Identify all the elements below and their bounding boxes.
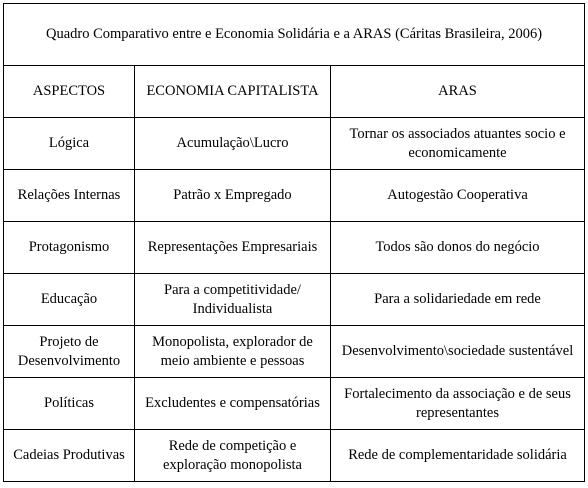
title-row [4,4,585,66]
aspect-cell: Relações Internas [4,170,135,222]
capitalist-cell: Para a competitividade/ Individualista [135,274,331,326]
table-title: Quadro Comparativo entre e Economia Solidária e a ARAS (Cáritas Brasileira, 2006) [4,4,585,66]
aspect-cell: Cadeias Produtivas [4,430,135,482]
table-row [4,430,585,482]
aspect-cell: Projeto de Desenvolvimento [4,326,135,378]
capitalist-cell: Patrão x Empregado [135,170,331,222]
header-economia-capitalista: ECONOMIA CAPITALISTA [135,66,331,118]
aras-cell: Fortalecimento da associação e de seus representantes [331,378,585,430]
table-row [4,274,585,326]
table-row [4,170,585,222]
header-aspectos: ASPECTOS [4,66,135,118]
aspect-cell: Protagonismo [4,222,135,274]
aspect-cell: Políticas [4,378,135,430]
header-row [4,66,585,118]
aras-cell: Para a solidariedade em rede [331,274,585,326]
capitalist-cell: Rede de competição e exploração monopolista [135,430,331,482]
aspect-cell: Educação [4,274,135,326]
aras-cell: Autogestão Cooperativa [331,170,585,222]
aras-cell: Todos são donos do negócio [331,222,585,274]
header-aras: ARAS [331,66,585,118]
aspect-cell: Lógica [4,118,135,170]
aras-cell: Tornar os associados atuantes socio e economicamente [331,118,585,170]
table-row [4,118,585,170]
table-row [4,326,585,378]
aras-cell: Desenvolvimento\sociedade sustentável [331,326,585,378]
capitalist-cell: Excludentes e compensatórias [135,378,331,430]
capitalist-cell: Monopolista, explorador de meio ambiente e pessoas [135,326,331,378]
capitalist-cell: Representações Empresariais [135,222,331,274]
capitalist-cell: Acumulação\Lucro [135,118,331,170]
aras-cell: Rede de complementaridade solidária [331,430,585,482]
table-row [4,378,585,430]
comparison-table [3,3,585,482]
table-row [4,222,585,274]
